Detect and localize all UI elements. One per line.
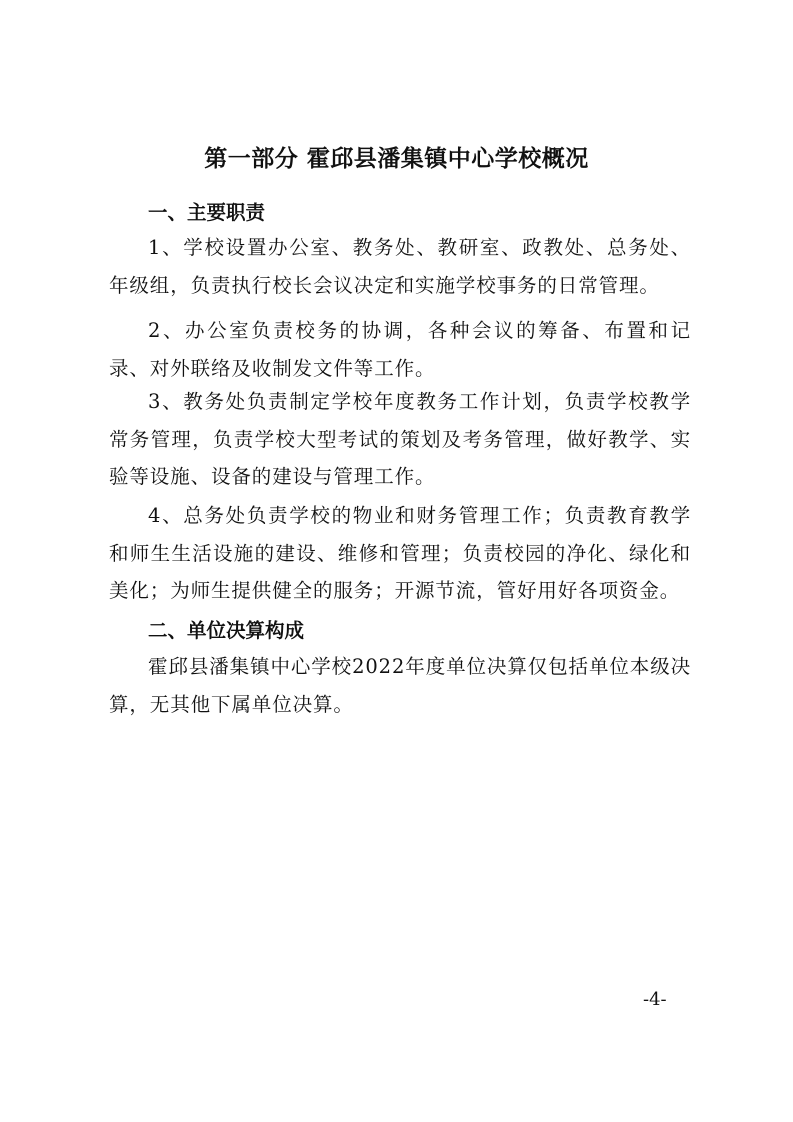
page-title: 第一部分 霍邱县潘集镇中心学校概况 [204, 146, 589, 172]
duty-paragraph-1: 1、学校设置办公室、教务处、教研室、政教处、总务处、年级组，负责执行校长会议决定和实施学校事务的日常管理。 [109, 236, 691, 297]
section-heading-unit-composition: 二、单位决算构成 [148, 619, 305, 642]
duty-paragraph-4: 4、总务处负责学校的物业和财务管理工作；负责教育教学和师生生活设施的建设、维修和管理；负责校园的净化、绿化和美化；为师生提供健全的服务；开源节流，管好用好各项资金。 [109, 504, 691, 602]
duty-paragraph-2: 2、办公室负责校务的协调，各种会议的筹备、布置和记录、对外联络及收制发文件等工作。 [109, 319, 691, 380]
duty-paragraph-3: 3、教务处负责制定学校年度教务工作计划，负责学校教学常务管理，负责学校大型考试的策划及考务管理，做好教学、实验等设施、设备的建设与管理工作。 [109, 390, 691, 488]
page-number: -4- [643, 989, 667, 1010]
unit-composition-paragraph: 霍邱县潘集镇中心学校2022年度单位决算仅包括单位本级决算，无其他下属单位决算。 [109, 655, 691, 716]
section-heading-main-duties: 一、主要职责 [148, 201, 266, 224]
